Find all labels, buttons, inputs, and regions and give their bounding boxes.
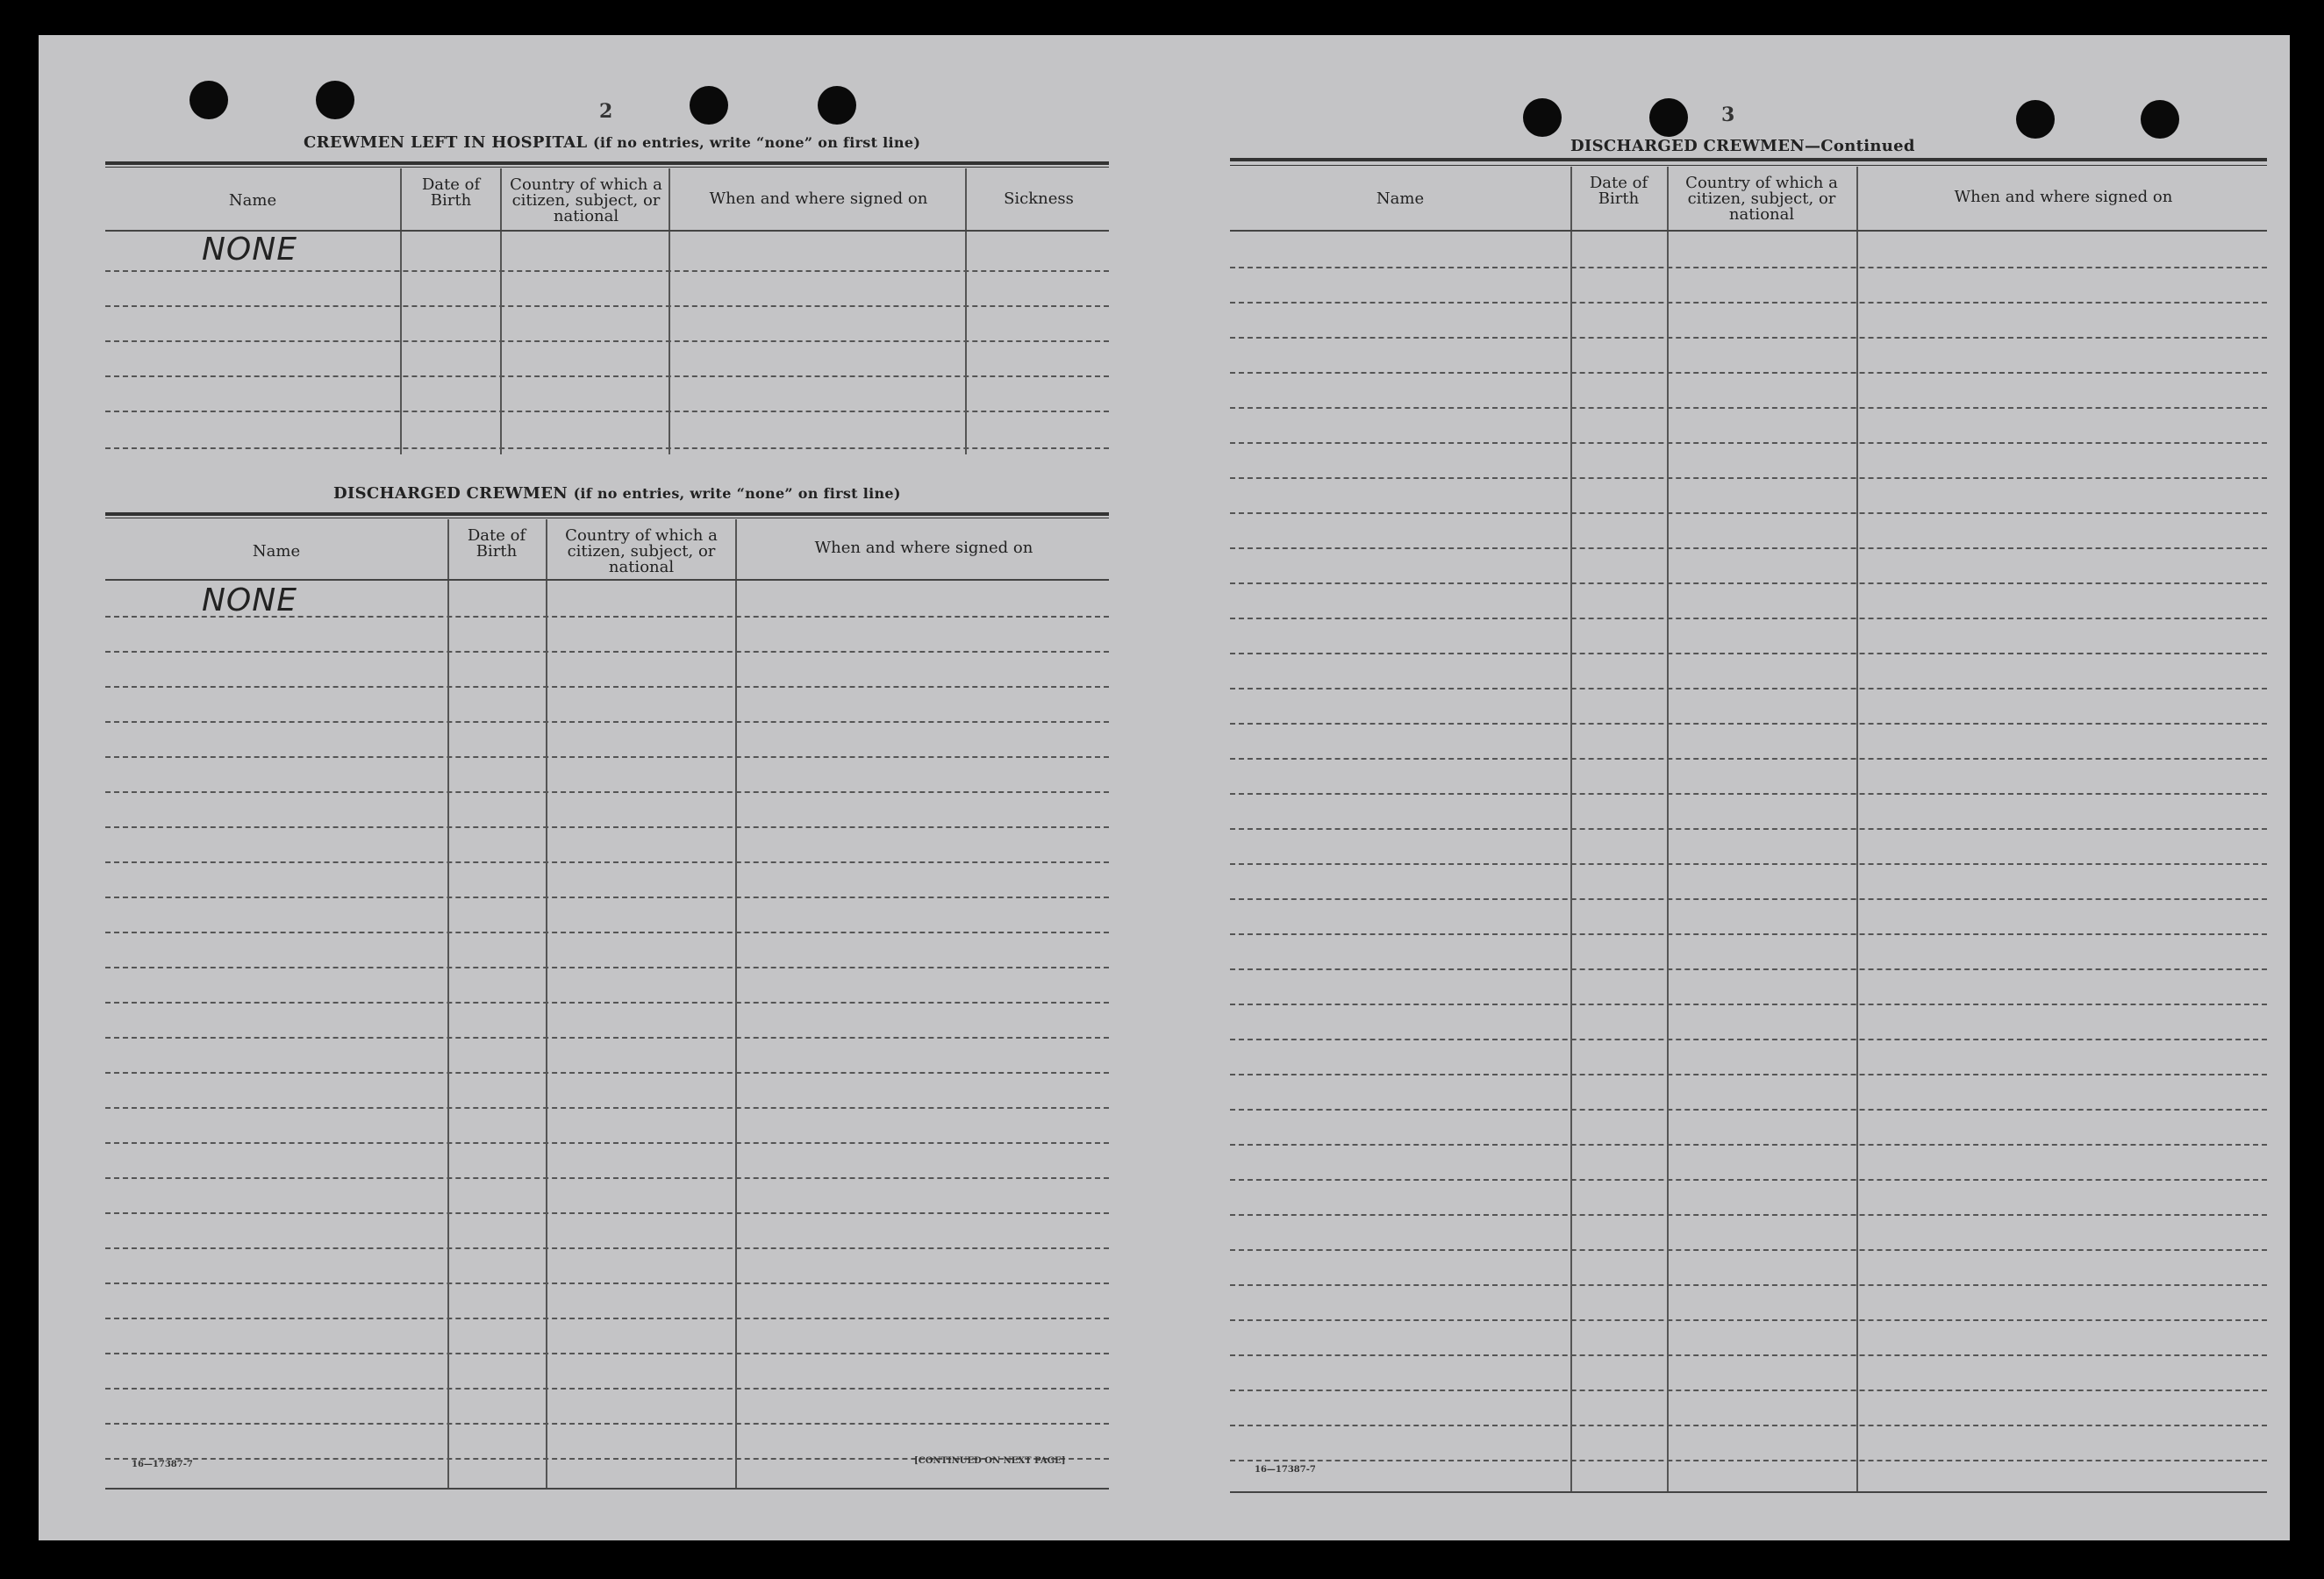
form-sheet [39, 35, 2290, 1540]
punch-hole [690, 86, 728, 125]
table-row [105, 1353, 1109, 1354]
continued-note: [CONTINUED ON NEXT PAGE] [914, 1456, 1066, 1466]
table-row [105, 1318, 1109, 1319]
table-row [105, 1282, 1109, 1284]
table-row [1230, 1144, 2267, 1146]
table-row [1230, 547, 2267, 549]
table-row [1230, 477, 2267, 479]
discharged-col-name: Name [252, 542, 301, 561]
table-row [1230, 828, 2267, 830]
table-row [105, 686, 1109, 688]
page2-form-number: 16—17387-7 [132, 1460, 193, 1469]
table-row [105, 305, 1109, 307]
table-row [1230, 688, 2267, 689]
table-row [1230, 933, 2267, 935]
page3-col-country: Country of which a citizen, subject, or national [1685, 174, 1838, 224]
table-row [1230, 1039, 2267, 1040]
table-row [1230, 337, 2267, 339]
table-row [105, 447, 1109, 449]
hospital-entry-none: NONE [202, 232, 297, 268]
table-row [105, 756, 1109, 758]
table-row [105, 1142, 1109, 1144]
discharged-col-divider [735, 519, 737, 1488]
table-row [1230, 1425, 2267, 1426]
table-row [105, 1072, 1109, 1074]
discharged-col-divider [447, 519, 449, 1488]
page-number-2: 2 [599, 100, 613, 123]
page-number-3: 3 [1721, 104, 1735, 126]
discharged-col-signed-on: When and where signed on [814, 539, 1033, 557]
table-row [105, 721, 1109, 723]
hospital-col-signed-on: When and where signed on [709, 189, 928, 208]
table-row [105, 1212, 1109, 1214]
hospital-instruction: (if no entries, write “none” on first line) [593, 134, 921, 151]
table-row [1230, 898, 2267, 900]
table-row [105, 411, 1109, 412]
hospital-section-title [304, 133, 920, 152]
table-row [105, 861, 1109, 863]
hospital-col-dob: Date of Birth [421, 175, 481, 210]
hospital-col-country: Country of which a citizen, subject, or national [510, 175, 662, 225]
page2-bottom-rule [105, 1488, 1109, 1490]
table-row [1230, 442, 2267, 444]
table-row [1230, 1109, 2267, 1111]
discharged-entry-none: NONE [202, 582, 297, 618]
table-row [105, 340, 1109, 342]
punch-hole [818, 86, 856, 125]
table-row [105, 1423, 1109, 1425]
discharged-col-dob: Date of Birth [467, 526, 526, 561]
discharged-instruction: (if no entries, write “none” on first line) [573, 485, 901, 502]
table-row [1230, 793, 2267, 795]
table-row [105, 270, 1109, 272]
page3-header-rule [1230, 230, 2267, 232]
punch-hole [2141, 100, 2179, 139]
table-row [1230, 1179, 2267, 1181]
table-row [1230, 267, 2267, 268]
discharged-title-text: DISCHARGED CREWMEN [333, 484, 568, 503]
table-row [105, 967, 1109, 968]
table-row [1230, 1284, 2267, 1286]
punch-hole [2016, 100, 2055, 139]
table-row [105, 897, 1109, 898]
table-row [105, 651, 1109, 653]
page3-top-rule [1230, 158, 2267, 161]
table-row [105, 826, 1109, 828]
table-row [1230, 512, 2267, 514]
hospital-title-text: CREWMEN LEFT IN HOSPITAL [304, 133, 588, 152]
table-row [1230, 1354, 2267, 1356]
page3-section-title: DISCHARGED CREWMEN—Continued [1570, 137, 1915, 155]
table-row [1230, 1319, 2267, 1321]
hospital-top-rule [105, 161, 1109, 165]
table-row [1230, 863, 2267, 865]
table-row [105, 932, 1109, 933]
discharged-header-rule [105, 579, 1109, 581]
table-row [1230, 1004, 2267, 1005]
punch-hole [316, 81, 354, 119]
hospital-top-rule-thin [105, 167, 1109, 168]
table-row [105, 791, 1109, 793]
page3-top-rule-thin [1230, 165, 2267, 166]
punch-hole [1649, 98, 1688, 137]
hospital-col-name: Name [228, 191, 277, 210]
table-row [1230, 618, 2267, 619]
table-row [105, 1002, 1109, 1004]
table-row [105, 616, 1109, 618]
table-row [1230, 1460, 2267, 1461]
punch-hole [189, 81, 228, 119]
table-row [1230, 653, 2267, 654]
punch-hole [1523, 98, 1562, 137]
table-row [1230, 582, 2267, 584]
page3-form-number: 16—17387-7 [1255, 1465, 1316, 1475]
table-row [105, 375, 1109, 377]
table-row [1230, 302, 2267, 304]
table-row [1230, 1214, 2267, 1216]
discharged-section-title [333, 484, 901, 503]
table-row [1230, 407, 2267, 409]
table-row [105, 1388, 1109, 1390]
discharged-top-rule [105, 512, 1109, 516]
table-row [105, 1177, 1109, 1179]
table-row [1230, 758, 2267, 760]
discharged-col-divider [546, 519, 547, 1488]
discharged-col-country: Country of which a citizen, subject, or national [565, 526, 718, 576]
table-row [105, 1247, 1109, 1249]
page3-col-name: Name [1376, 189, 1425, 208]
table-row [1230, 723, 2267, 725]
table-row [1230, 1249, 2267, 1251]
table-row [1230, 1074, 2267, 1075]
hospital-col-sickness: Sickness [1004, 189, 1074, 208]
page3-col-signed-on: When and where signed on [1954, 188, 2173, 206]
table-row [105, 1107, 1109, 1109]
table-row [105, 1037, 1109, 1039]
table-row [1230, 372, 2267, 374]
page3-bottom-rule [1230, 1491, 2267, 1493]
table-row [1230, 968, 2267, 970]
page3-col-dob: Date of Birth [1589, 174, 1648, 208]
table-row [1230, 1390, 2267, 1391]
